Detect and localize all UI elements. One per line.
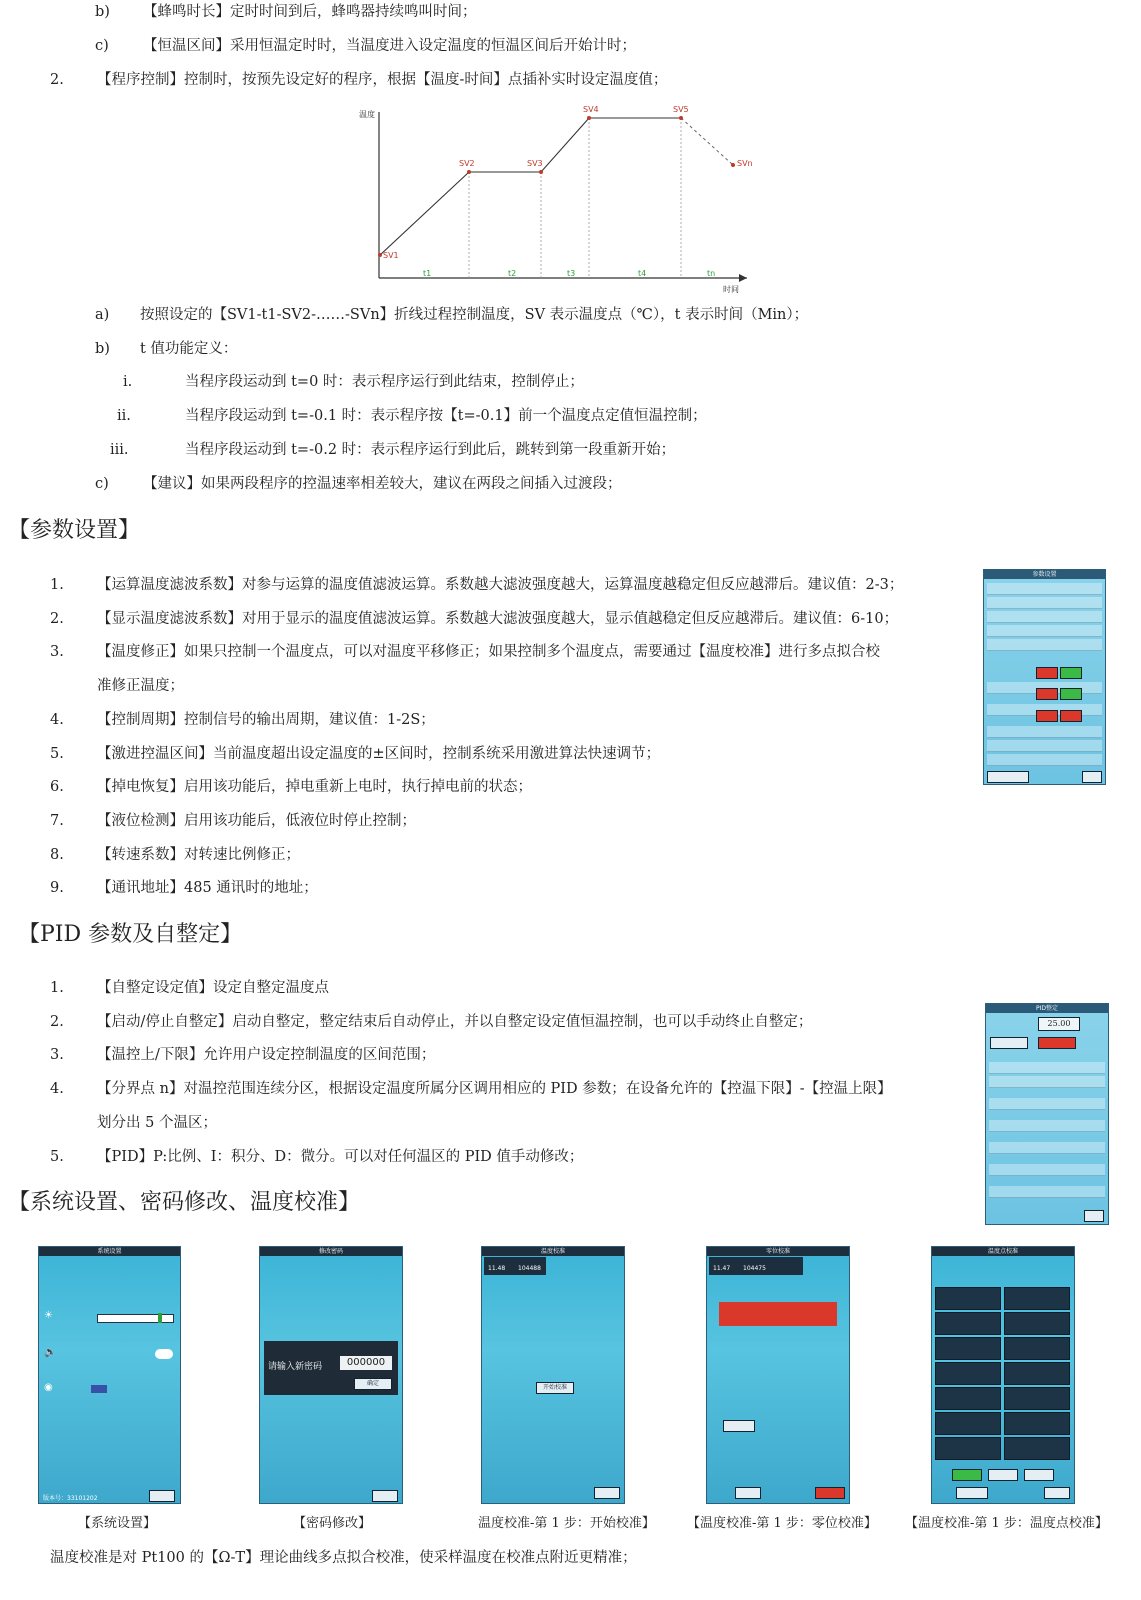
list-marker: 4.: [50, 711, 64, 728]
brightness-icon: ☀: [44, 1310, 53, 1321]
list-marker: 1.: [50, 577, 64, 593]
program-series-dashed: [681, 118, 733, 165]
toggle-off-button[interactable]: [1036, 667, 1058, 679]
segment-label: t4: [638, 269, 647, 278]
list-item: 【温度修正】如果只控制一个温度点，可以对温度平移修正；如果控制多个温度点，需要通过【温度校准】进行多点拟合校: [97, 644, 880, 661]
caption-system-settings: 【系统设置】: [78, 1516, 157, 1531]
data-point: [587, 116, 591, 120]
calibration-point-cell[interactable]: [1004, 1362, 1070, 1385]
calibration-point-cell[interactable]: [1004, 1387, 1070, 1410]
panel-title: 参数设置: [984, 570, 1105, 579]
password-screenshot: [259, 1246, 403, 1504]
list-item-t01: 当程序段运动到 t=-0.1 时：表示程序按【t=-0.1】前一个温度点定值恒温控制；: [185, 408, 707, 424]
segment-label: t2: [508, 269, 517, 278]
password-dialog: [264, 1341, 398, 1395]
screen-title: 温度校准: [482, 1247, 624, 1256]
point-label: SVn: [737, 159, 753, 168]
point-calibration-screenshot: [931, 1246, 1075, 1504]
point-label: SV5: [673, 105, 689, 114]
list-item: 划分出 5 个温区；: [97, 1114, 217, 1131]
list-item-suggestion: 【建议】如果两段程序的控温速率相差较大，建议在两段之间插入过渡段；: [143, 476, 622, 492]
stop-tune-button[interactable]: [1038, 1037, 1076, 1049]
back-button[interactable]: [372, 1490, 398, 1502]
tune-setpoint-value[interactable]: 25.00: [1038, 1017, 1080, 1031]
abort-button[interactable]: [815, 1487, 845, 1499]
list-marker: 2.: [50, 1013, 64, 1030]
pid-tune-button[interactable]: [987, 771, 1029, 783]
segment-label: t3: [567, 269, 576, 278]
toggle-on-button[interactable]: [1060, 667, 1082, 679]
list-item: 【通讯地址】485 通讯时的地址；: [97, 880, 318, 897]
calibration-point-cell[interactable]: [935, 1437, 1001, 1460]
program-series-line: [380, 118, 681, 255]
list-marker: 2.: [50, 72, 64, 88]
data-point: [378, 253, 382, 257]
toggle-on-button[interactable]: [1060, 688, 1082, 700]
list-item-beep-duration: 【蜂鸣时长】定时时间到后，蜂鸣器持续鸣叫时间；: [143, 4, 477, 20]
toggle-off-button[interactable]: [1036, 688, 1058, 700]
list-item: 【液位检测】启用该功能后，低液位时停止控制；: [97, 812, 416, 829]
data-point: [731, 163, 735, 167]
segment-label: tn: [707, 269, 716, 278]
confirm-button[interactable]: 确定: [354, 1378, 392, 1390]
calibration-point-cell[interactable]: [935, 1387, 1001, 1410]
list-marker: 3.: [50, 1047, 64, 1064]
list-marker: 8.: [50, 846, 64, 863]
section-title-params: 【参数设置】: [8, 518, 141, 543]
version-label: 版本号：33101202: [43, 1495, 98, 1502]
zero-calibrate-button[interactable]: [723, 1420, 755, 1432]
list-item: 【分界点 n】对温控范围连续分区，根据设定温度所属分区调用相应的 PID 参数；在设备允许的【控温下限】-【控温上限】: [97, 1081, 892, 1098]
section-title-system: 【系统设置、密码修改、温度校准】: [8, 1190, 361, 1215]
calibration-point-cell[interactable]: [1004, 1337, 1070, 1360]
x-axis-arrow: [739, 274, 747, 282]
calibration-point-cell[interactable]: [1004, 1312, 1070, 1335]
list-marker: 6.: [50, 779, 64, 796]
volume-icon: 🔈: [44, 1347, 57, 1358]
panel-title: PID整定: [986, 1004, 1108, 1013]
list-marker: iii.: [110, 442, 129, 458]
list-item: 【运算温度滤波系数】对参与运算的温度值滤波运算。系数越大滤波强度越大，运算温度越稳定但反应越滞后。建议值：2-3；: [97, 577, 904, 593]
list-marker: 5.: [50, 745, 64, 762]
screen-title: 温度点校准: [932, 1247, 1074, 1256]
list-marker: b): [95, 4, 110, 20]
footer-calibration-text: 温度校准是对 Pt100 的【Ω-T】理论曲线多点拟合校准，使采样温度在校准点附近更精准；: [50, 1550, 637, 1566]
lock-screen-button[interactable]: [91, 1385, 107, 1393]
list-item: 准修正温度；: [97, 678, 184, 695]
list-marker: 3.: [50, 644, 64, 661]
back-button[interactable]: [1084, 1210, 1104, 1222]
screen-title: 修改密码: [260, 1247, 402, 1256]
list-marker: b): [95, 341, 110, 357]
list-marker: ii.: [117, 408, 131, 424]
list-marker: 7.: [50, 812, 64, 829]
section-title-pid: 【PID 参数及自整定】: [18, 922, 243, 947]
list-item: 【控制周期】控制信号的输出周期，建议值：1-2S；: [97, 711, 435, 728]
toggle-off-button[interactable]: [1060, 710, 1082, 722]
password-prompt: 请输入新密码: [268, 1362, 323, 1372]
group-two-button[interactable]: [988, 1469, 1018, 1481]
program-curve-chart: [355, 100, 755, 295]
screen-title: 系统设置: [39, 1247, 180, 1256]
start-calibration-button[interactable]: 开始校准: [536, 1382, 574, 1394]
param-settings-panel: [983, 569, 1106, 785]
calibration-point-cell[interactable]: [935, 1337, 1001, 1360]
list-item-t-def: t 值功能定义：: [140, 341, 238, 357]
data-point: [679, 116, 683, 120]
list-item-constant-range: 【恒温区间】采用恒温定时时，当温度进入设定温度的恒温区间后开始计时；: [143, 38, 636, 54]
data-point: [539, 170, 543, 174]
group-three-button[interactable]: [1024, 1469, 1054, 1481]
point-label: SV4: [583, 105, 599, 114]
temp-reading: 11.48: [488, 1265, 506, 1272]
list-marker: c): [95, 38, 109, 54]
back-button[interactable]: [1044, 1487, 1070, 1499]
list-marker: i.: [123, 374, 133, 390]
calibration-point-cell[interactable]: [935, 1362, 1001, 1385]
list-marker: 5.: [50, 1148, 64, 1165]
list-item: 【激进控温区间】当前温度超出设定温度的±区间时，控制系统采用激进算法快速调节；: [97, 745, 661, 762]
x-axis-label: 时间: [723, 285, 739, 294]
toggle-off-button[interactable]: [1036, 710, 1058, 722]
resistance-reading: 104488: [518, 1265, 541, 1272]
resistance-reading: 104475: [743, 1265, 766, 1272]
point-label: SV3: [527, 159, 543, 168]
list-item-t0: 当程序段运动到 t=0 时：表示程序运行到此结束，控制停止；: [185, 374, 584, 390]
list-marker: c): [95, 476, 109, 492]
next-step-button[interactable]: [735, 1487, 761, 1499]
screen-title: 零位校准: [707, 1247, 849, 1256]
calibration-point-cell[interactable]: [1004, 1437, 1070, 1460]
list-marker: 1.: [50, 980, 64, 996]
calibration-point-cell[interactable]: [935, 1412, 1001, 1435]
pid-tuning-panel: [985, 1003, 1109, 1225]
finish-button[interactable]: [956, 1487, 988, 1499]
calibration-start-screenshot: [481, 1246, 625, 1504]
caption-password: 【密码修改】: [293, 1516, 372, 1531]
list-item-polyline: 按照设定的【SV1-t1-SV2-……-SVn】折线过程控制温度，SV 表示温度点（℃），t 表示时间（Min）；: [140, 307, 809, 323]
y-axis-label: 温度: [359, 110, 375, 119]
list-item: 【启动/停止自整定】启动自整定，整定结束后自动停止，并以自整定设定值恒温控制，也可以手动终止自整定；: [97, 1013, 813, 1030]
list-marker: 4.: [50, 1081, 64, 1098]
list-item-t02: 当程序段运动到 t=-0.2 时：表示程序运行到此后，跳转到第一段重新开始；: [185, 442, 676, 458]
list-item: 【掉电恢复】启用该功能后，掉电重新上电时，执行掉电前的状态；: [97, 779, 532, 796]
calibration-point-cell[interactable]: [1004, 1287, 1070, 1310]
segment-label: t1: [423, 269, 432, 278]
sound-toggle[interactable]: [155, 1349, 173, 1359]
list-item: 【转速系数】对转速比例修正；: [97, 846, 300, 863]
list-item: 【自整定设定值】设定自整定温度点: [97, 980, 329, 996]
point-label: SV2: [459, 159, 475, 168]
temp-reading: 11.47: [713, 1265, 731, 1272]
back-button[interactable]: [149, 1490, 175, 1502]
caption-zero-calibration: 【温度校准-第 1 步：零位校准】: [687, 1516, 877, 1531]
list-marker: 9.: [50, 880, 64, 897]
list-marker: a): [95, 307, 110, 323]
brightness-slider[interactable]: [97, 1314, 174, 1323]
group-one-button[interactable]: [952, 1469, 982, 1481]
data-point: [467, 170, 471, 174]
back-button[interactable]: [1082, 771, 1102, 783]
list-item-program-control: 【程序控制】控制时，按预先设定好的程序，根据【温度-时间】点插补实时设定温度值；: [97, 72, 668, 88]
list-item: 【温控上/下限】允许用户设定控制温度的区间范围；: [97, 1047, 436, 1064]
list-marker: 2.: [50, 610, 64, 627]
calibration-point-cell[interactable]: [935, 1287, 1001, 1310]
location-icon: ◉: [44, 1382, 53, 1393]
warning-box: [719, 1302, 837, 1326]
point-label: SV1: [383, 251, 399, 260]
caption-calibration-start: 温度校准-第 1 步：开始校准】: [478, 1516, 655, 1531]
zero-calibration-screenshot: [706, 1246, 850, 1504]
system-settings-screenshot: [38, 1246, 181, 1504]
back-button[interactable]: [594, 1487, 620, 1499]
calibration-point-cell[interactable]: [935, 1312, 1001, 1335]
password-input[interactable]: 000000: [340, 1356, 392, 1370]
list-item: 【PID】P:比例、I：积分、D：微分。可以对任何温区的 PID 值手动修改；: [97, 1148, 584, 1165]
calibration-point-cell[interactable]: [1004, 1412, 1070, 1435]
auto-tune-button[interactable]: [990, 1037, 1028, 1049]
list-item: 【显示温度滤波系数】对用于显示的温度值滤波运算。系数越大滤波强度越大，显示值越稳定但反应越滞后。建议值：6-10；: [97, 610, 899, 627]
caption-point-calibration: 【温度校准-第 1 步：温度点校准】: [905, 1516, 1108, 1531]
